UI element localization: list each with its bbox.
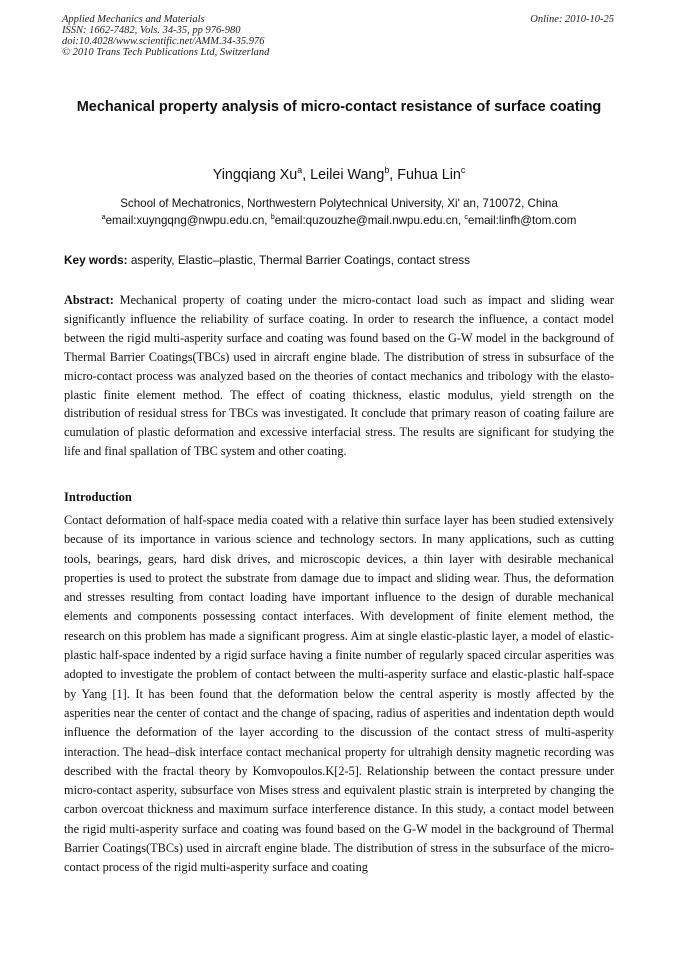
email-mark: a [101, 212, 106, 222]
email-address[interactable]: email:xuyngqng@nwpu.edu.cn [105, 214, 265, 227]
author-affiliation-mark: a [297, 165, 303, 176]
online-date: Online: 2010-10-25 [530, 14, 614, 25]
paper-title: Mechanical property analysis of micro-contact resistance of surface coating [76, 99, 602, 115]
author-name: Leilei Wang [310, 167, 385, 183]
abstract-label: Abstract: [64, 293, 114, 307]
keywords [64, 253, 616, 268]
email-mark: c [464, 212, 468, 222]
author-list: Yingqiang Xu$^a$, Leilei Wang$^b$, Fuhua Lin$^c$ [212, 165, 466, 183]
keywords-label: Key words: [64, 253, 128, 267]
journal-info [62, 14, 269, 58]
doi-line: doi:10.4028/www.scientific.net/AMM.34-35.976 [62, 36, 265, 47]
section-heading-introduction: Introduction [64, 490, 132, 504]
copyright-line: © 2010 Trans Tech Publications Ltd, Switzerland [62, 47, 270, 58]
introduction-text: Contact deformation of half-space media coated with a relative thin surface layer has been studied extensively because of its importance in various science and technology sectors. In many applications, such as cutting tools, bearings, gears, hard disk drives, and microscopic devices, a thin layer with desirable mechanical properties is used to protect the substrate from damage due to impact and sliding wear. Thus, the deformation and stresses resulting from contact loading have important influence to the design of durable mechanical elements and components possessing contact interfaces. With development of finite element method, the research on this problem has made a significant progress. Aim at single elastic-plastic layer, a model of elastic-plastic half-space indented by a rigid surface having a finite number of regularly spaced circular asperities was adopted to investigate the problem of contact between the multi-asperity surface and elastic-plastic half-space by Yang [1]. It has been found that the deformation below the central asperity is mostly affected by the asperities near the center of contact and the change of spacing, radius of asperities and indentation depth would influence the deformation of the layer according to the discussion of the contact stress of multi-asperity interaction. The head–disk interface contact mechanical property for ultrahigh density magnetic recording was described with the fractal theory by Komvopoulos.K[2-5]. Relationship between the contact pressure under micro-contact asperity, subsurface von Mises stress and equivalent plastic strain is interpreted by changing the carbon overcoat thickness and maximum surface interference distance. In this study, a contact model between the rigid multi-asperity surface and coating was found based on the G-W model in the background of Thermal Barrier Coatings(TBCs) used in aircraft engine blade. The distribution of stress in the subsurface of the micro-contact process of the rigid multi-asperity surface and coating [64, 513, 614, 875]
affiliation: School of Mechatronics, Northwestern Polytechnical University, Xi' an, 710072, China [120, 197, 558, 210]
email-mark: b [270, 212, 275, 222]
issn-line: ISSN: 1662-7482, Vols. 34-35, pp 976-980 [62, 25, 241, 36]
author-affiliation-mark: c [460, 165, 466, 176]
abstract [64, 291, 614, 461]
email-address[interactable]: email:quzouzhe@mail.nwpu.edu.cn [274, 214, 458, 227]
author-name: Fuhua Lin [397, 167, 461, 183]
abstract-text: Mechanical property of coating under the micro-contact load such as impact and sliding wear significantly influence the reliability of surface coating. In order to research the influence, a contact model between the rigid multi-asperity surface and coating was found based on the G-W model in the background of Thermal Barrier Coatings(TBCs) used in aircraft engine blade. The distribution of stress in subsurface of the micro-contact process was analyzed based on the theories of contact mechanics and tribology with the elasto-plastic finite element method. The effect of coating thickness, elastic modulus, yield strength on the distribution of residual stress for TBCs was investigated. It conclude that primary reason of coating failure are cumulation of plastic deformation and excessive interfacial stress. The results are significant for studying the life and final spallation of TBC system and other coating. [64, 293, 614, 459]
email-address[interactable]: email:linfh@tom.com [468, 214, 577, 227]
journal-name: Applied Mechanics and Materials [62, 14, 205, 25]
email-list: $^a$email:xuyngqng@nwpu.edu.cn, $^b$email:quzouzhe@mail.nwpu.edu.cn, $^c$email:linfh@tom.com [101, 212, 577, 227]
author-name: Yingqiang Xu [212, 167, 298, 183]
keywords-text: asperity, Elastic–plastic, Thermal Barrier Coatings, contact stress [130, 253, 471, 267]
author-affiliation-mark: b [384, 165, 390, 176]
